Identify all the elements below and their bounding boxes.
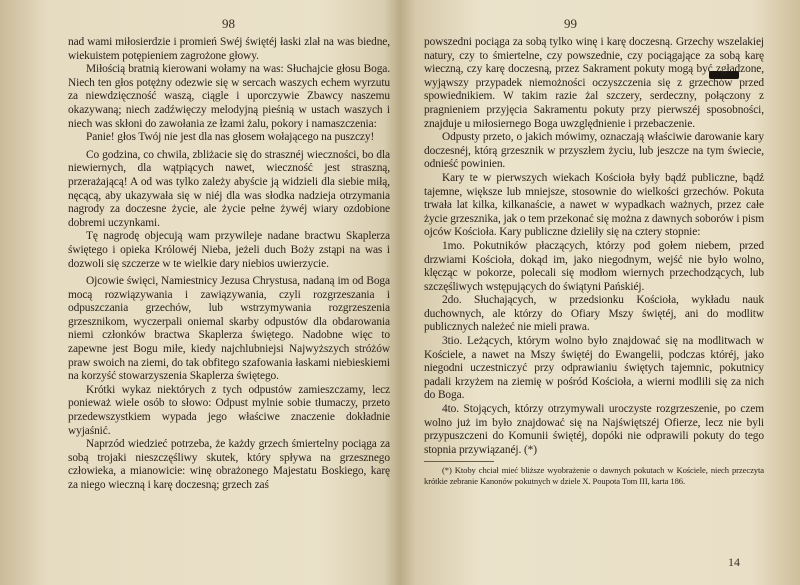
paragraph: Miłością bratnią kierowani wołamy na was: Słuchajcie głosu Boga. Niech ten głos potężny odezwie się w sercach waszych echem wyrzutu za niewdzięczność waszą, ciągle i uporczywie Zbawcy naszemu okazywaną; niech zadźwięczy melodyjną pieśnią w ustach waszych i niech was skłoni do zawołania ze łzami żalu, pokory i namaszczenia: bbox=[68, 63, 390, 130]
footnote: (*) Ktoby chciał mieć bliższe wyobrażenie o dawnych pokutach w Kościele, niech przeczyta krótkie zebranie Kanonów pokutnych w dziele X. Poupota Tom III, karta 186. bbox=[424, 465, 764, 486]
paragraph: Tę nagrodę objecują wam przywileje nadane bractwu Skaplerza świętego i opieka Królowéj Nieba, jeżeli duch Boży zstąpi na was i dozwoli się szczerze w te wielkie dary niebios uwierzycie. bbox=[68, 230, 390, 270]
paragraph: 1mo. Pokutników płaczących, którzy pod gołem niebem, przed drzwiami Kościoła, dokąd im, jako niegodnym, wejść nie było wolno, klęcząc w pokorze, polecali się modłom wiernych przechodzących, lub szczęśliwych wstępujących do świątyni Pańskiéj. bbox=[424, 239, 764, 293]
page-number-right: 99 bbox=[564, 16, 577, 31]
paragraph: Odpusty przeto, o jakich mówimy, oznaczają właściwie darowanie kary doczesnéj, którą grzesznik w przyszłem życiu, lub jeszcze na tym świecie, odnieść powinien. bbox=[424, 131, 764, 171]
signature-mark: 14 bbox=[728, 555, 740, 569]
left-page bbox=[0, 0, 398, 585]
footnote-rule bbox=[424, 461, 494, 462]
paragraph: 2do. Słuchających, w przedsionku Kościoła, wykładu nauk duchownych, ale którzy do Ofiary Mszy świętéj, ani do modlitw publicznych należeć nie mieli prawa. bbox=[424, 294, 764, 334]
paragraph: Co godzina, co chwila, zbliżacie się do strasznéj wieczności, bo dla niewiernych, dla wątpiących nawet, wieczność jest straszną, przerażającą! A od was tylko zależy abyście ją widzieli dla siebie miłą, nęcącą, aby ukazywała się w niéj dla was słodka nadzieja otrzymania nagrody za doczesne życie, ale życie pełne żywéj wiary ozdobione dobremi uczynkami. bbox=[68, 148, 390, 229]
right-page bbox=[402, 0, 800, 585]
paragraph: Panie! głos Twój nie jest dla nas głosem wołającego na puszczy! bbox=[86, 131, 375, 144]
paragraph: Ojcowie święci, Namiestnicy Jezusa Chrystusa, nadaną im od Boga mocą rozwiązywania i zawiązywania, czyli rozgrzeszania i odpuszczania grzechów, lub wstrzymywania rozgrzeszenia grzesznikom, wyczerpali oniemal skarby odpustów dla obdarowania niemi członków bractwa Skaplerza świętego. Nadobne więc to zapewne jest Bogu miłe, kiedy najchlubniejsi Najwyższych stróżów praw swoich na ziemi, do tak obfitego szafowania łaskami niebieskiemi na korzyść stowarzyszenia Skaplerza świętego. bbox=[68, 275, 390, 383]
paragraph: nad wami miłosierdzie i promień Swéj świętéj łaski zlał na was biedne, wiekuistem potępieniem zagrożone głowy. bbox=[68, 36, 390, 62]
paragraph: Krótki wykaz niektórych z tych odpustów zamieszczamy, lecz ponieważ wiele osób to słowo: Odpust mylnie sobie tłumaczy, przeto przedewszystkiem wypada jego właściwe znaczenie dokładnie wyjaśnić. bbox=[68, 383, 390, 437]
paragraph: powszedni pociąga za sobą tylko winę i karę doczesną. Grzechy wszelakiej natury, czy to śmiertelne, czy powszednie, czy pociągające za sobą karę wieczną, czy karę doczesną, przez Sakrament pokuty mogą być zgładzone, wyjąwszy przypadek niemożności oczyszczenia się z grzechów przed spowiednikiem. W takim razie żal szczery, serdeczny, połączony z pragnieniem przyjęcia Sakramentu pokuty przy pierwszéj sposobności, znajduje u miłosiernego Boga uwzględnienie i przebaczenie. bbox=[424, 36, 764, 130]
paragraph: 3tio. Leżących, którym wolno było znajdować się na modlitwach w Kościele, a nawet na Mszy świętéj do Ewangelii, podczas któréj, jako niegodni uczestniczyć przy odprawianiu świętych tajemnic, pokutnicy padali krzyżem na ziemię w pośród Kościoła, a wierni modlili się za nich do Boga. bbox=[424, 335, 764, 402]
page-number-left: 98 bbox=[222, 16, 235, 31]
paragraph: Naprzód wiedzieć potrzeba, że każdy grzech śmiertelny pociąga za sobą trojaki nieszczęśliwy skutek, który spływa na grzesznego człowieka, a mianowicie: winę obrażonego Majestatu Boskiego, karę za niego wieczną i karę doczesną; grzech zaś bbox=[68, 438, 390, 491]
right-page-text bbox=[424, 36, 764, 487]
left-page-text bbox=[68, 36, 390, 493]
paragraph: 4to. Stojących, którzy otrzymywali uroczyste rozgrzeszenie, po czem wolno już im było znajdować się na Najświętszéj Ofierze, lecz nie byli przypuszczeni do Komunii świętéj, dopóki nie odprawili pokuty do tego stopnia przywiązanéj. (*) bbox=[424, 403, 764, 456]
paragraph: Kary te w pierwszych wiekach Kościoła były bądź publiczne, bądź tajemne, większe lub mniejsze, stosownie do wielkości grzechów. Pokuta trwała lat kilka, kilkanaście, a nawet w wypadkach ważnych, przez całe życie grzesznika, jak o tem przekonać się można z dawnych soborów i pism ojców Kościoła. Kary publiczne dzieliły się na cztery stopnie: bbox=[424, 171, 764, 239]
